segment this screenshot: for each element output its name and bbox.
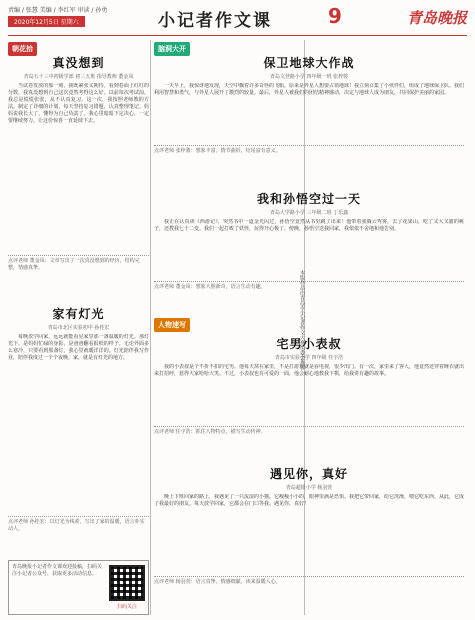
article-6: [154, 465, 464, 605]
teacher-comment: 点评老师 任宇浩：抓住人物特点，描写生动传神。: [154, 426, 464, 444]
section-label: 朝花拾: [8, 42, 37, 56]
footer-promo: [8, 560, 149, 615]
article-byline: 青岛五十三中初级学部 初三五班 指导教师 董金凤: [23, 74, 134, 80]
section-label: 脑洞大开: [154, 42, 190, 56]
page-number: 9: [328, 4, 342, 28]
qr-caption: 扫码关注: [116, 604, 137, 610]
article-byline: 青岛市北区实验初中 孙桂宏: [47, 325, 110, 331]
column-divider: [150, 40, 151, 615]
article-title: 遇见你，真好: [269, 467, 348, 481]
article-3: [154, 54, 464, 164]
teacher-comment: 点评老师 张梓骏：想象丰富，情节曲折，结尾富有意义。: [154, 145, 464, 163]
article-1: [8, 54, 149, 294]
footer-text: 青岛晚报小记者作文课欢迎投稿，扫码关注小记者公众号，获取更多活动信息。: [12, 564, 103, 577]
newspaper-logo: 青岛晚报: [406, 9, 467, 27]
article-body: 我正在认真读《西游记》，突然书中一道金光闪过，孙悟空竟然从书里跳了出来！他带着我腾云驾雾，去了花果山，吃了又大又甜的桃子，还教我七十二变。我们一起打败了妖怪，玩得开心极了。傍晚，孙悟空送我回家，我依依不舍地和他告别。: [154, 219, 464, 232]
article-body: 当试卷发放的那一刻，我既紧张又期待。看到卷面上红红的分数，我真没想到自己这次竟然考得这么好。以前每次考试前，我总是慌慌张张，从不认真复习。这一次，我按照老师教的方法，制定了详细的计划，每天坚持复习错题，认真整理笔记。妈妈说我长大了，懂得为自己负责了。我心里暗暗下定决心，一定要继续努力，让这份惊喜一直延续下去。: [8, 83, 149, 124]
teacher-comment: 点评老师 杨羽萱：语言真挚，情感细腻，读来温暖人心。: [154, 576, 464, 594]
article-title: 宅男小表叔: [276, 337, 342, 351]
teacher-comment: 点评老师 董金凤：想象大胆新奇，语言生动有趣。: [154, 281, 464, 299]
section-label: 人物速写: [154, 318, 190, 332]
qr-code-icon[interactable]: [109, 565, 145, 601]
side-banner: 本版作品由青岛市小记者作文大赛组委会推荐: [299, 270, 305, 370]
middle-column: [154, 40, 464, 615]
page-header: [8, 2, 467, 36]
article-byline: 青岛文登路小学 四年级一班 张梓骏: [269, 74, 349, 80]
article-title: 保卫地球大作战: [263, 56, 355, 70]
section-title: 小记者作文课: [158, 11, 272, 31]
article-title: 真没想到: [52, 56, 105, 70]
issue-date: 2020年12月5日 星期六: [8, 16, 85, 27]
article-4: [154, 190, 464, 300]
article-title: 家有灯光: [52, 307, 105, 321]
article-body: 我的小表叔是个不折不扣的宅男。他每天窝在家里，不是打游戏就是看电视，很少出门。有一次，家里来了客人，他竟然还穿着睡衣就出来打招呼，惹得大家哈哈大笑。不过，小表叔也有可爱的一面，他会耐心地教我下棋，给我讲有趣的故事。: [154, 364, 464, 377]
editor-credits: 责编 / 张慧 美编 / 李红军 审读 / 孙勇: [8, 7, 108, 14]
article-2: [8, 305, 149, 585]
teacher-comment: 点评老师 孙桂宏：以灯光为线索，写出了家的温暖，语言朴实动人。: [8, 516, 149, 544]
article-title: 我和孙悟空过一天: [256, 192, 361, 206]
article-byline: 青岛大学路小学 三年级二班 丁乐鑫: [269, 210, 349, 216]
left-column: [8, 40, 149, 615]
article-body: 每晚放学回家，远远就能看见家里那一盏温暖的灯光。那灯光下，是妈妈忙碌的身影，是爸爸翻看报纸的样子。无论外面多么寒冷，只要看到那盏灯，我心里就暖洋洋的。灯光陪伴我写作业，陪伴我度过一个个夜晚。家，就是有灯光的地方。: [8, 334, 149, 361]
teacher-comment: 点评老师 董金凤：文章写出了一次真没想到的经历，结构完整，情感真挚。: [8, 255, 149, 283]
article-byline: 青岛市实验小学 四年级 任宇浩: [274, 355, 344, 361]
article-body: 晚上下班回家的路上，我遇见了一只流浪的小猫。它瘦瘦小小的，眼神里满是恐惧。我把它带回家，给它洗澡，喂它吃东西。从此，它成了我最好的朋友。每天放学回家，它都会在门口等我。遇见你，真好！: [154, 494, 464, 507]
article-5: [154, 335, 464, 445]
article-body: 一天早上，我惊讶地发现，天空中飘着许多奇怪的飞船。原来是外星人想要占领地球！我立刻召集了小伙伴们，组成了地球保卫队。我们利用智慧和勇气，与外星人展开了激烈的较量。最后，外星人被我们的团结精神感动，决定与地球人成为朋友，共同保护美丽的家园。: [154, 83, 464, 96]
article-byline: 青岛超银小学 杨羽萱: [285, 485, 333, 491]
